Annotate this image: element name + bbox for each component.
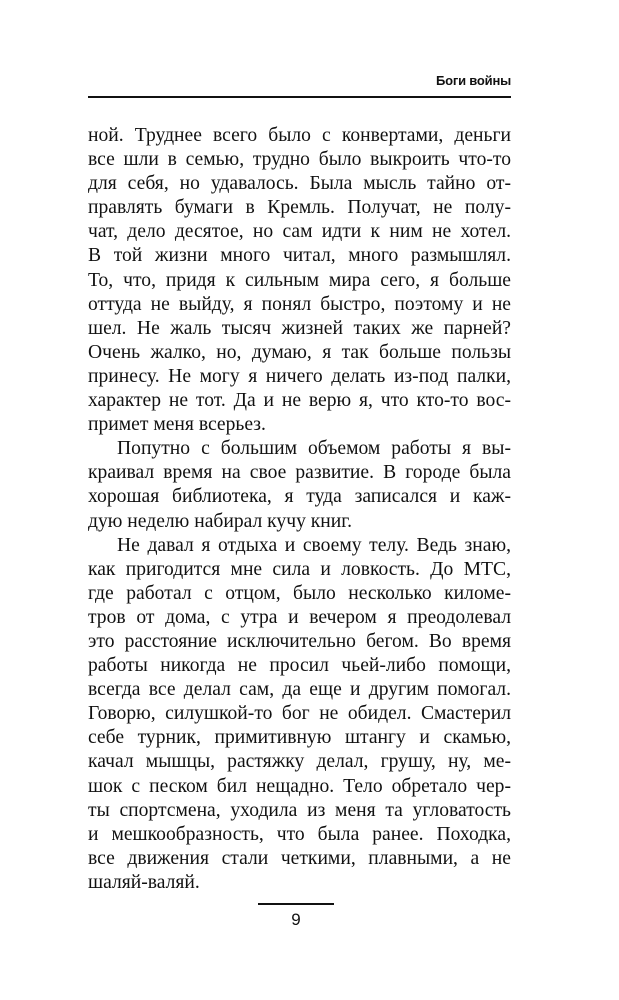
text-line: как пригодится мне сила и ловкость. До МТС, bbox=[88, 558, 511, 580]
text-line: Очень жалко, но, думаю, я так больше пользы bbox=[88, 341, 511, 363]
text-line: шел. Не жаль тысяч жизней таких же парней? bbox=[88, 317, 511, 339]
text-line: для себя, но удавалось. Была мысль тайно от- bbox=[88, 173, 511, 195]
text-line: ты спортсмена, уходила из меня та угловатость bbox=[88, 799, 511, 821]
text-line: хорошая библиотека, я туда записался и каж- bbox=[88, 486, 511, 508]
text-line: и мешкообразность, что была ранее. Походка, bbox=[88, 823, 511, 845]
text-line: В той жизни много читал, много размышлял. bbox=[88, 245, 511, 267]
text-line: То, что, придя к сильным мира сего, я больше bbox=[88, 269, 511, 291]
header-divider bbox=[88, 96, 511, 98]
text-line: оттуда не выйду, я понял быстро, поэтому и не bbox=[88, 293, 511, 315]
text-line: правлять бумаги в Кремль. Получат, не полу- bbox=[88, 197, 511, 219]
text-line: характер не тот. Да и не верю я, что кто-то вос- bbox=[88, 390, 511, 412]
text-line: дую неделю набирал кучу книг. bbox=[88, 510, 352, 532]
page-body bbox=[88, 124, 511, 895]
text-line: шаляй-валяй. bbox=[88, 871, 200, 893]
text-line: чат, дело десятое, но сам идти к ним не хотел. bbox=[88, 221, 511, 243]
text-line: шок с песком бил нещадно. Тело обретало чер- bbox=[88, 775, 511, 797]
text-line: качал мышцы, растяжку делал, грушу, ну, ме- bbox=[88, 751, 511, 773]
text-line: тров от дома, с утра и вечером я преодолевал bbox=[88, 606, 511, 628]
text-line: Говорю, силушкой-то бог не обидел. Смастерил bbox=[88, 703, 511, 725]
text-line: Не давал я отдыха и своему телу. Ведь знаю, bbox=[117, 534, 511, 556]
text-line: принесу. Не могу я ничего делать из-под палки, bbox=[88, 365, 511, 387]
text-line: всегда все делал сам, да еще и другим помогал. bbox=[88, 679, 511, 701]
running-title: Боги войны bbox=[435, 73, 511, 88]
page-number: 9 bbox=[291, 910, 301, 929]
text-line: Попутно с большим объемом работы я вы- bbox=[117, 438, 511, 460]
text-line: все шли в семью, трудно было выкроить что-то bbox=[88, 149, 511, 171]
text-line: это расстояние исключительно бегом. Во время bbox=[88, 630, 511, 652]
text-line: примет меня всерьез. bbox=[88, 414, 266, 436]
footer-divider bbox=[258, 903, 334, 905]
text-line: все движения стали четкими, плавными, а не bbox=[88, 847, 511, 869]
text-line: краивал время на свое развитие. В городе была bbox=[88, 462, 511, 484]
text-line: где работал с отцом, было несколько киломе- bbox=[88, 582, 511, 604]
text-line: работы никогда не просил чьей-либо помощи, bbox=[88, 655, 511, 677]
text-line: ной. Труднее всего было с конвертами, деньги bbox=[88, 125, 511, 146]
text-line: себе турник, примитивную штангу и скамью, bbox=[88, 727, 511, 749]
